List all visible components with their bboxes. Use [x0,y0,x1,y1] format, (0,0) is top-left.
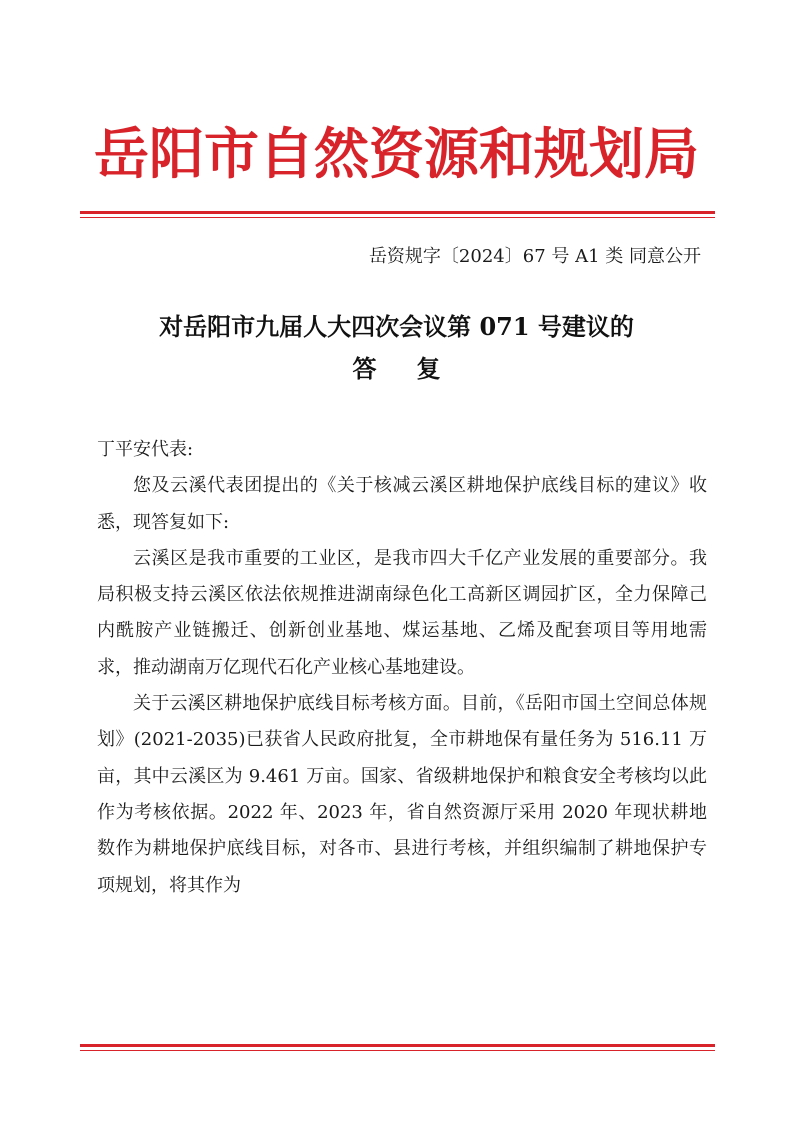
agency-masthead: 岳阳市自然资源和规划局 [93,121,699,186]
document-title-line2: 答复 [352,354,481,383]
salutation: 丁平安代表: [97,439,194,460]
body-paragraph-1: 您及云溪代表团提出的《关于核减云溪区耕地保护底线目标的建议》收悉，现答复如下: [97,475,707,533]
masthead-rule-thin [80,217,715,218]
document-body [97,432,707,904]
body-paragraph-2: 云溪区是我市重要的工业区，是我市四大千亿产业发展的重要部分。我局积极支持云溪区依法依规推进湖南绿色化工高新区调园扩区，全力保障己内酰胺产业链搬迁、创新创业基地、煤运基地、乙烯及配套项目等用地需求，推动湖南万亿现代石化产业核心基地建设。 [97,547,707,678]
document-title-line1: 对岳阳市九届人大四次会议第 071 号建议的 [159,312,634,341]
body-paragraph-3: 关于云溪区耕地保护底线目标考核方面。目前，《岳阳市国土空间总体规划》(2021-2035)已获省人民政府批复，全市耕地保有量任务为 516.11 万亩，其中云溪区为 9.461 万亩。国家、省级耕地保护和粮食安全考核均以此作为考核依据。2022 年、2023 年，省自然资源厅采用 2020 年现状耕地数作为耕地保护底线目标，对各市、县进行考核，并组织编制了耕地保护专项规划，将其作为 [97,693,707,896]
footer-rule-thin [80,1050,715,1051]
document-number: 岳资规字〔2024〕67 号 A1 类 同意公开 [368,246,701,267]
footer-rule-thick [80,1044,715,1047]
masthead-rule-thick [80,211,715,214]
